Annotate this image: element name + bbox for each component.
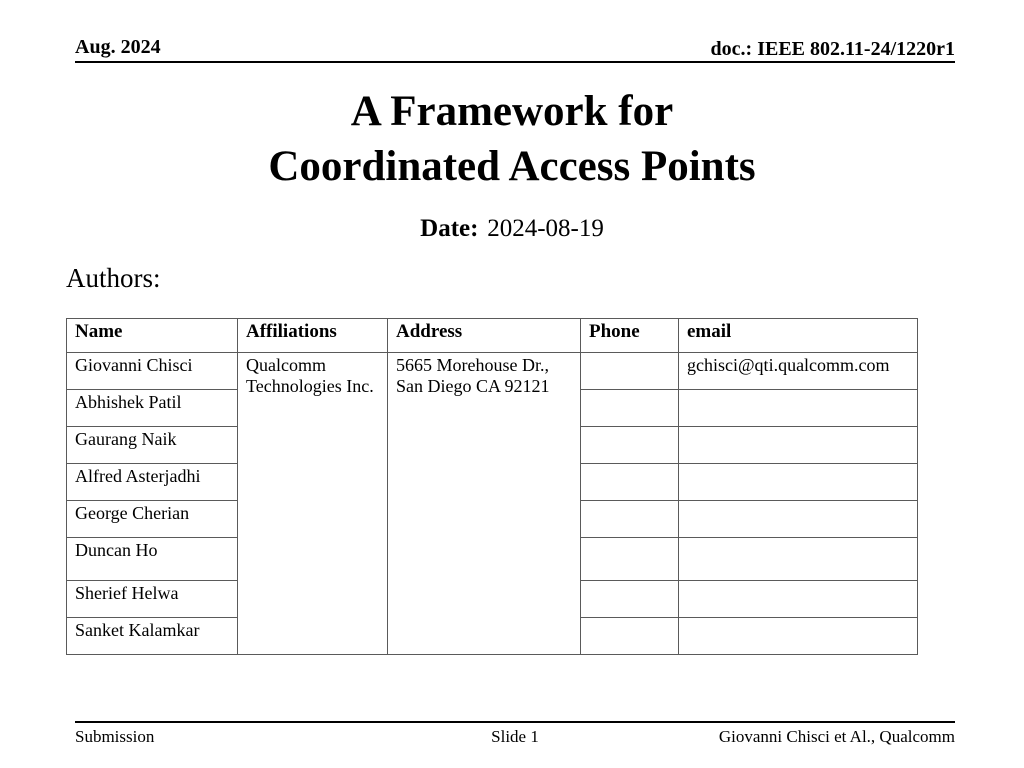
email-cell: [679, 464, 918, 501]
email-cell: gchisci@qti.qualcomm.com: [679, 353, 918, 390]
table-row: [67, 353, 918, 390]
date-line: [0, 215, 1024, 243]
phone-cell: [581, 618, 679, 655]
footer-submission: Submission: [75, 727, 155, 746]
authors-label: Authors:: [66, 263, 161, 293]
author-name-cell: Sanket Kalamkar: [67, 618, 238, 655]
email-cell: [679, 618, 918, 655]
phone-cell: [581, 353, 679, 390]
email-cell: [679, 501, 918, 538]
author-name-cell: George Cherian: [67, 501, 238, 538]
phone-cell: [581, 464, 679, 501]
column-header-affiliations: Affiliations: [238, 319, 388, 353]
author-name-cell: Giovanni Chisci: [67, 353, 238, 390]
phone-cell: [581, 538, 679, 581]
email-cell: [679, 390, 918, 427]
header-doc-number: doc.: IEEE 802.11-24/1220r1: [710, 38, 955, 60]
email-cell: [679, 427, 918, 464]
footer-author-credit: Giovanni Chisci et Al., Qualcomm: [718, 727, 955, 746]
email-cell: [679, 581, 918, 618]
author-name-cell: Duncan Ho: [67, 538, 238, 581]
date-label: Date:: [420, 215, 479, 242]
title-line-2: Coordinated Access Points: [268, 143, 756, 191]
page-title: [0, 84, 1024, 194]
email-cell: [679, 538, 918, 581]
authors-table: [66, 318, 918, 655]
slide-header: [75, 36, 955, 63]
column-header-name: Name: [67, 319, 238, 353]
footer-slide-number: Slide 1: [491, 727, 539, 746]
column-header-email: email: [679, 319, 918, 353]
author-name-cell: Alfred Asterjadhi: [67, 464, 238, 501]
phone-cell: [581, 390, 679, 427]
affiliation-cell: Qualcomm Technologies Inc.: [238, 353, 388, 655]
address-cell: 5665 Morehouse Dr., San Diego CA 92121: [388, 353, 581, 655]
table-header-row: [67, 319, 918, 353]
slide-footer: [75, 721, 955, 747]
phone-cell: [581, 501, 679, 538]
title-line-1: A Framework for: [350, 88, 674, 135]
column-header-address: Address: [388, 319, 581, 353]
phone-cell: [581, 427, 679, 464]
column-header-phone: Phone: [581, 319, 679, 353]
author-name-cell: Abhishek Patil: [67, 390, 238, 427]
header-date: Aug. 2024: [75, 36, 161, 58]
phone-cell: [581, 581, 679, 618]
author-name-cell: Gaurang Naik: [67, 427, 238, 464]
author-name-cell: Sherief Helwa: [67, 581, 238, 618]
date-value: 2024-08-19: [487, 215, 604, 242]
